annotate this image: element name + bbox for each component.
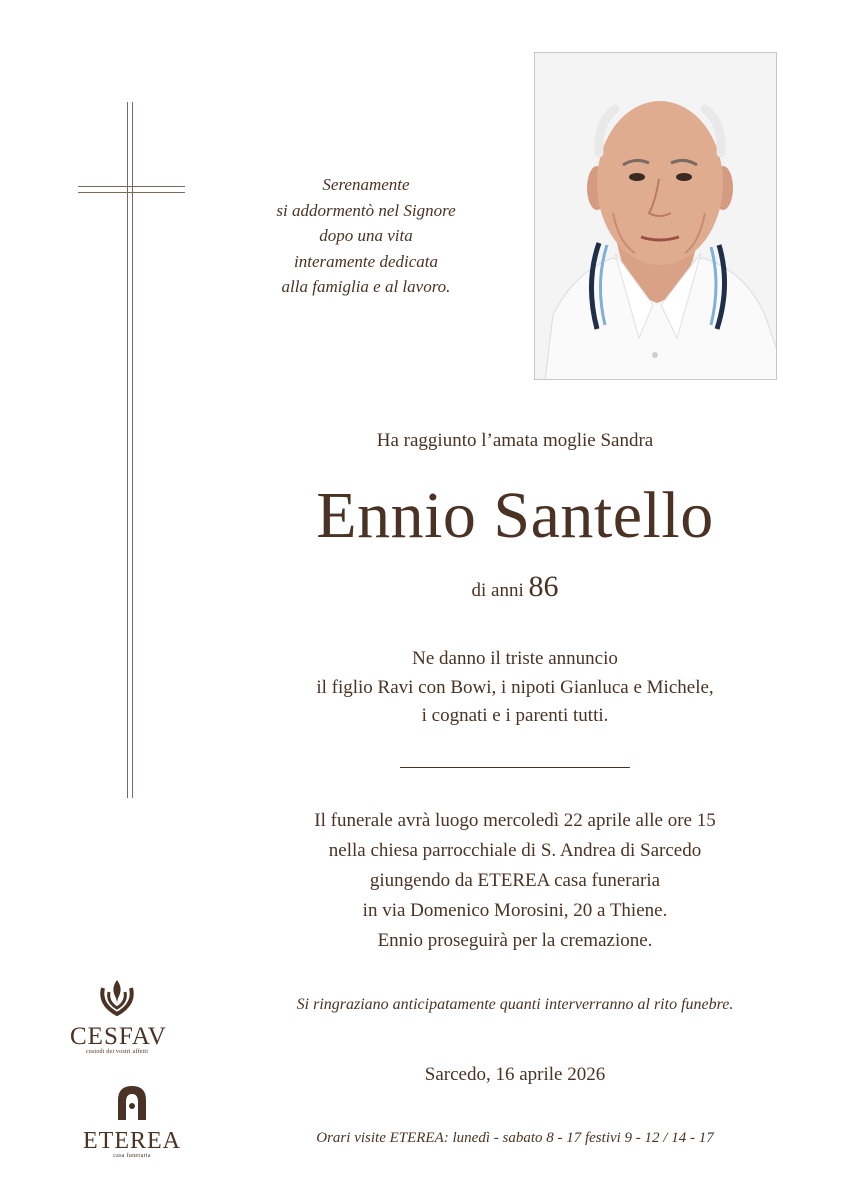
deceased-age — [260, 570, 770, 604]
portrait-photo — [534, 52, 777, 380]
funeral-line: nella chiesa parrocchiale di S. Andrea di Sarcedo — [328, 840, 702, 861]
age-prefix: di anni — [471, 580, 524, 601]
memorial-verse — [200, 172, 532, 300]
visiting-hours: Orari visite ETEREA: lunedì - sabato 8 - 17 festivi 9 - 12 / 14 - 17 — [316, 1130, 714, 1146]
announcement-line: il figlio Ravi con Bowi, i nipoti Gianluca e Michele, — [316, 676, 714, 698]
verse-line: interamente dedicata — [294, 251, 438, 271]
divider — [400, 767, 630, 768]
place-date: Sarcedo, 16 aprile 2026 — [424, 1064, 606, 1085]
verse-line: alla famiglia e al lavoro. — [281, 277, 451, 296]
cesfav-logo — [70, 978, 167, 1055]
cross-horizontal-line — [78, 192, 185, 193]
announcement-line: i cognati e i parenti tutti. — [421, 705, 609, 726]
cesfav-name: CESFAV — [70, 1023, 167, 1050]
cross-vertical-line — [132, 102, 133, 798]
funeral-line: Ennio proseguirà per la cremazione. — [377, 930, 653, 951]
cross-vertical-line — [127, 102, 128, 798]
intro-text: Ha raggiunto l’amata moglie Sandra — [376, 430, 654, 451]
funeral-line: in via Domenico Morosini, 20 a Thiene. — [362, 900, 668, 921]
funeral-line: Il funerale avrà luogo mercoledì 22 aprile alle ore 15 — [314, 810, 716, 831]
announcement-line: Ne danno il triste annuncio — [412, 648, 618, 669]
cross-horizontal-line — [78, 186, 185, 187]
portrait-illustration — [535, 53, 777, 380]
verse-line: dopo una vita — [319, 226, 413, 245]
cesfav-tagline: custodi dei vostri affetti — [85, 1049, 149, 1055]
thanks-note: Si ringraziano anticipatamente quanti interverranno al rito funebre. — [296, 996, 734, 1013]
eterea-logo — [70, 1082, 194, 1159]
eterea-tagline: casa funeraria — [113, 1153, 151, 1159]
announcement — [240, 645, 790, 731]
age-value: 86 — [528, 570, 559, 603]
verse-line: Serenamente — [322, 175, 410, 194]
verse-line: si addormentò nel Signore — [276, 200, 456, 220]
flame-hands-icon — [95, 978, 139, 1018]
eterea-name: ETEREA — [83, 1128, 181, 1154]
funeral-details — [240, 806, 790, 956]
arch-icon — [112, 1082, 152, 1122]
funeral-line: giungendo da ETEREA casa funeraria — [369, 870, 661, 891]
deceased-name: Ennio Santello — [316, 479, 714, 552]
